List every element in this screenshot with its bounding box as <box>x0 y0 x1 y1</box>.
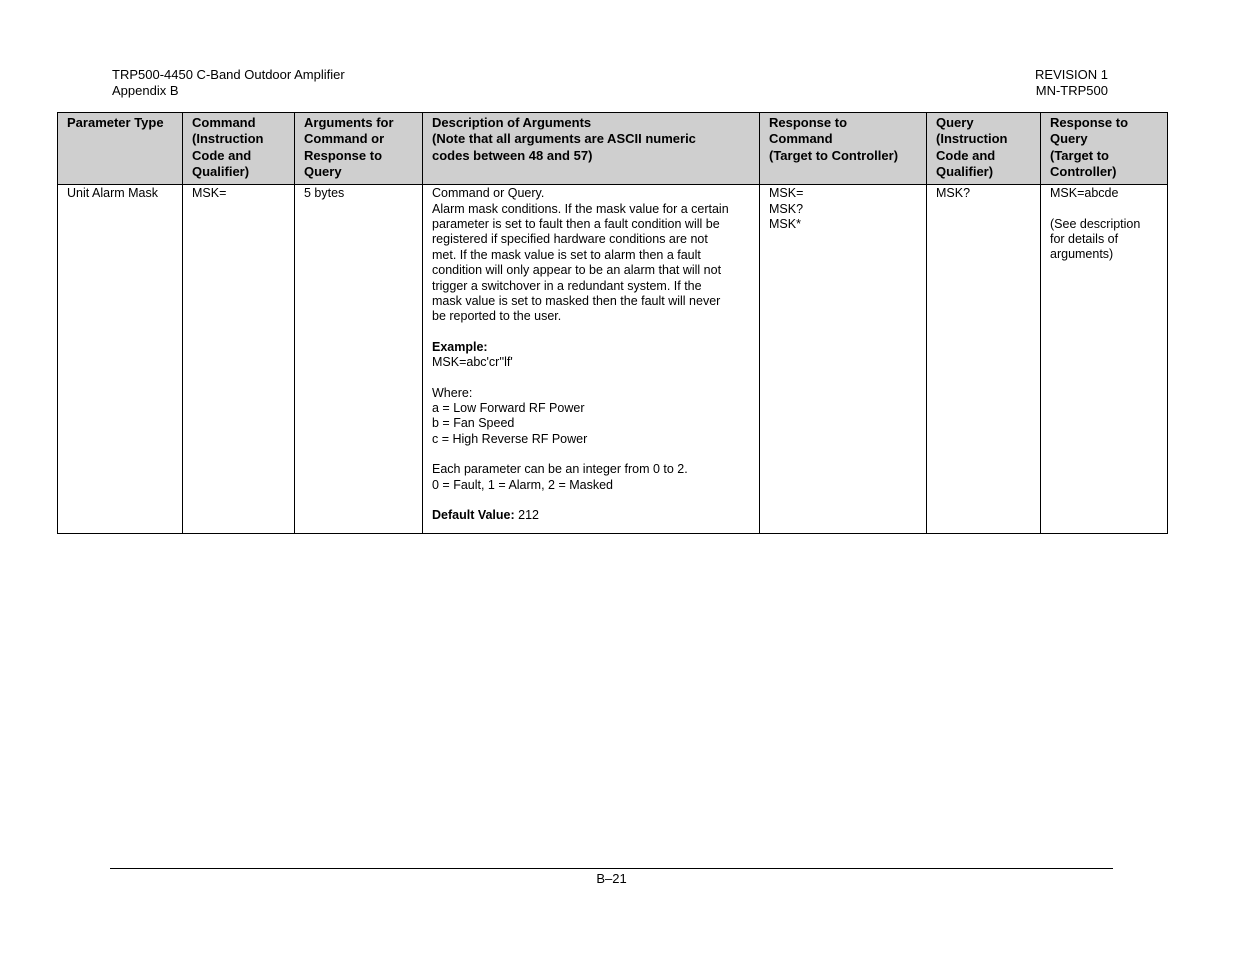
cell-response-to-command <box>760 185 927 534</box>
command-table <box>57 112 1168 534</box>
description-line: registered if specified hardware conditions are not <box>432 232 708 247</box>
cell-query: MSK? <box>927 185 1041 534</box>
header-response-to-query: Response to Query (Target to Controller) <box>1041 113 1168 185</box>
description-line: trigger a switchover in a redundant system. If the <box>432 278 702 293</box>
document-title: TRP500-4450 C-Band Outdoor Amplifier <box>112 67 345 82</box>
description-line: Command or Query. <box>432 186 545 201</box>
where-item: b = Fan Speed <box>432 416 515 431</box>
response-query-value: MSK=abcde <box>1050 186 1119 201</box>
appendix-label: Appendix B <box>112 83 179 98</box>
default-label: Default Value: <box>432 508 515 523</box>
example-value: MSK=abc'cr''lf' <box>432 355 513 370</box>
response-query-note: arguments) <box>1050 247 1114 262</box>
where-item: c = High Reverse RF Power <box>432 431 588 446</box>
where-label: Where: <box>432 385 473 400</box>
description-line: condition will only appear to be an alarm that will not <box>432 263 722 278</box>
page-number: B–21 <box>596 871 627 886</box>
document-header-left <box>112 67 345 99</box>
footer-divider <box>110 868 1113 869</box>
param-line: 0 = Fault, 1 = Alarm, 2 = Masked <box>432 477 613 492</box>
header-description: Description of Arguments (Note that all arguments are ASCII numeric codes between 48 and 57) <box>423 113 760 185</box>
cell-description <box>423 185 760 534</box>
where-item: a = Low Forward RF Power <box>432 401 585 416</box>
response-query-note: (See description <box>1050 216 1141 231</box>
description-line: Alarm mask conditions. If the mask value for a certain <box>432 201 729 216</box>
header-command: Command (Instruction Code and Qualifier) <box>183 113 295 185</box>
description-line: met. If the mask value is set to alarm then a fault <box>432 247 701 262</box>
response-line: MSK? <box>769 201 804 216</box>
description-line: parameter is set to fault then a fault condition will be <box>432 217 720 231</box>
cell-arguments: 5 bytes <box>295 185 423 534</box>
description-line: be reported to the user. <box>432 309 562 324</box>
cell-command: MSK= <box>183 185 295 534</box>
example-label: Example: <box>432 339 488 354</box>
default-value-line <box>432 508 751 523</box>
document-header-right <box>1035 67 1108 99</box>
header-arguments: Arguments for Command or Response to Query <box>295 113 423 185</box>
param-line: Each parameter can be an integer from 0 to 2. <box>432 462 688 477</box>
header-response-to-command: Response to Command (Target to Controller) <box>760 113 927 185</box>
description-line: mask value is set to masked then the fault will never <box>432 294 721 309</box>
table-row <box>58 185 1168 534</box>
header-parameter-type: Parameter Type <box>58 113 183 185</box>
default-value: 212 <box>514 508 540 523</box>
table-header-row <box>58 113 1168 185</box>
cell-response-to-query <box>1041 185 1168 534</box>
response-line: MSK= <box>769 186 804 201</box>
cell-parameter-type: Unit Alarm Mask <box>58 185 183 534</box>
response-line: MSK* <box>769 217 801 231</box>
header-query: Query (Instruction Code and Qualifier) <box>927 113 1041 185</box>
manual-number: MN-TRP500 <box>1035 83 1108 98</box>
revision-label: REVISION 1 <box>1035 67 1108 82</box>
response-query-note: for details of <box>1050 232 1119 246</box>
